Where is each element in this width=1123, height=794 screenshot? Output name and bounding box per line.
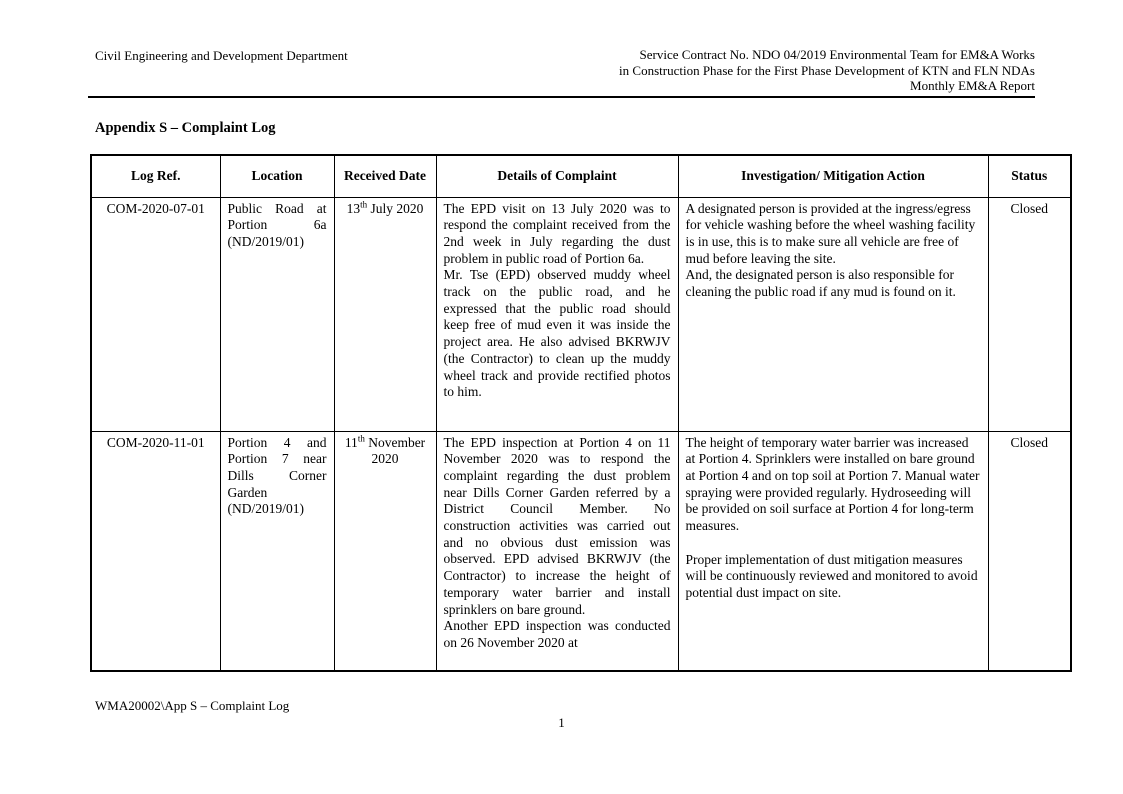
received-date: 13th July 2020 [346,199,424,216]
complaint-log-table [90,154,1072,672]
column-header-details: Details of Complaint [436,155,678,197]
action-cell [678,431,988,671]
details-cell [436,197,678,431]
column-header-action: Investigation/ Mitigation Action [678,155,988,197]
details-paragraph: Another EPD inspection was conducted on 26 November 2020 at [443,618,671,650]
table-header-row [91,155,1071,197]
action-paragraph: A designated person is provided at the ingress/egress for vehicle washing before the wheel washing facility is in use, this is to make sure all vehicle are free of mud before leaving the site. [685,200,976,266]
column-header-status: Status [988,155,1071,197]
status-cell: Closed [988,431,1071,671]
header-contract-info [435,47,1035,94]
table-row [91,197,1071,431]
header-divider [88,96,1035,98]
log-ref-cell: COM-2020-07-01 [91,197,220,431]
details-paragraph: Mr. Tse (EPD) observed muddy wheel track on the public road, and he expressed that the public road should keep free of mud even it was inside the project area. He also advised BKRWJV (the Contractor) to clean up the muddy wheel track and provide rectified photos to him. [443,267,671,400]
footer-document-reference: WMA20002\App S – Complaint Log [95,698,290,713]
log-ref-cell: COM-2020-11-01 [91,431,220,671]
details-paragraph: The EPD visit on 13 July 2020 was to respond the complaint received from the 2nd week in July regarding the dust problem in public road of Portion 6a. [443,200,671,266]
page-title: Appendix S – Complaint Log [95,120,276,136]
action-paragraph: And, the designated person is also responsible for cleaning the public road if any mud is found on it. [685,267,956,300]
page-number: 1 [558,715,565,730]
received-date-cell [334,197,436,431]
ordinal-suffix: th [360,199,368,209]
status-cell: Closed [988,197,1071,431]
column-header-received-date: Received Date [334,155,436,197]
location-cell: Public Road at Portion 6a (ND/2019/01) [220,197,334,431]
header-department: Civil Engineering and Development Department [95,48,348,63]
header-contract-line2: in Construction Phase for the First Phase Development of KTN and FLN NDAs [619,62,1035,78]
received-date: 11th November 2020 [344,433,426,467]
action-paragraph: Proper implementation of dust mitigation measures will be continuously reviewed and monitored to avoid potential dust impact on site. [685,551,978,601]
ordinal-suffix: th [357,433,365,443]
header-contract-line3: Monthly EM&A Report [910,78,1035,93]
details-cell [436,431,678,671]
header-contract-line1: Service Contract No. NDO 04/2019 Environmental Team for EM&A Works [639,47,1035,62]
action-paragraph: The height of temporary water barrier was increased at Portion 4. Sprinklers were installed on bare ground at Portion 4 and on top soil at Portion 7. Manual water spraying were provided regularly. Hydroseeding will be provided on soil surface at Portion 4 for long-term measures. [685,434,980,534]
location-cell: Portion 4 and Portion 7 near Dills Corner Garden (ND/2019/01) [220,431,334,671]
column-header-log-ref: Log Ref. [91,155,220,197]
details-paragraph: The EPD inspection at Portion 4 on 11 November 2020 was to respond the complaint regarding the dust problem near Dills Corner Garden referred by a District Council Member. No construction activities was carried out and no obvious dust emission was observed. EPD advised BKRWJV (the Contractor) to increase the height of temporary water barrier and install sprinklers on bare ground. [443,434,671,617]
complaint-log-table-container [90,154,1072,672]
paragraph-spacer [686,535,981,552]
column-header-location: Location [220,155,334,197]
table-row [91,431,1071,671]
action-cell [678,197,988,431]
received-date-cell [334,431,436,671]
